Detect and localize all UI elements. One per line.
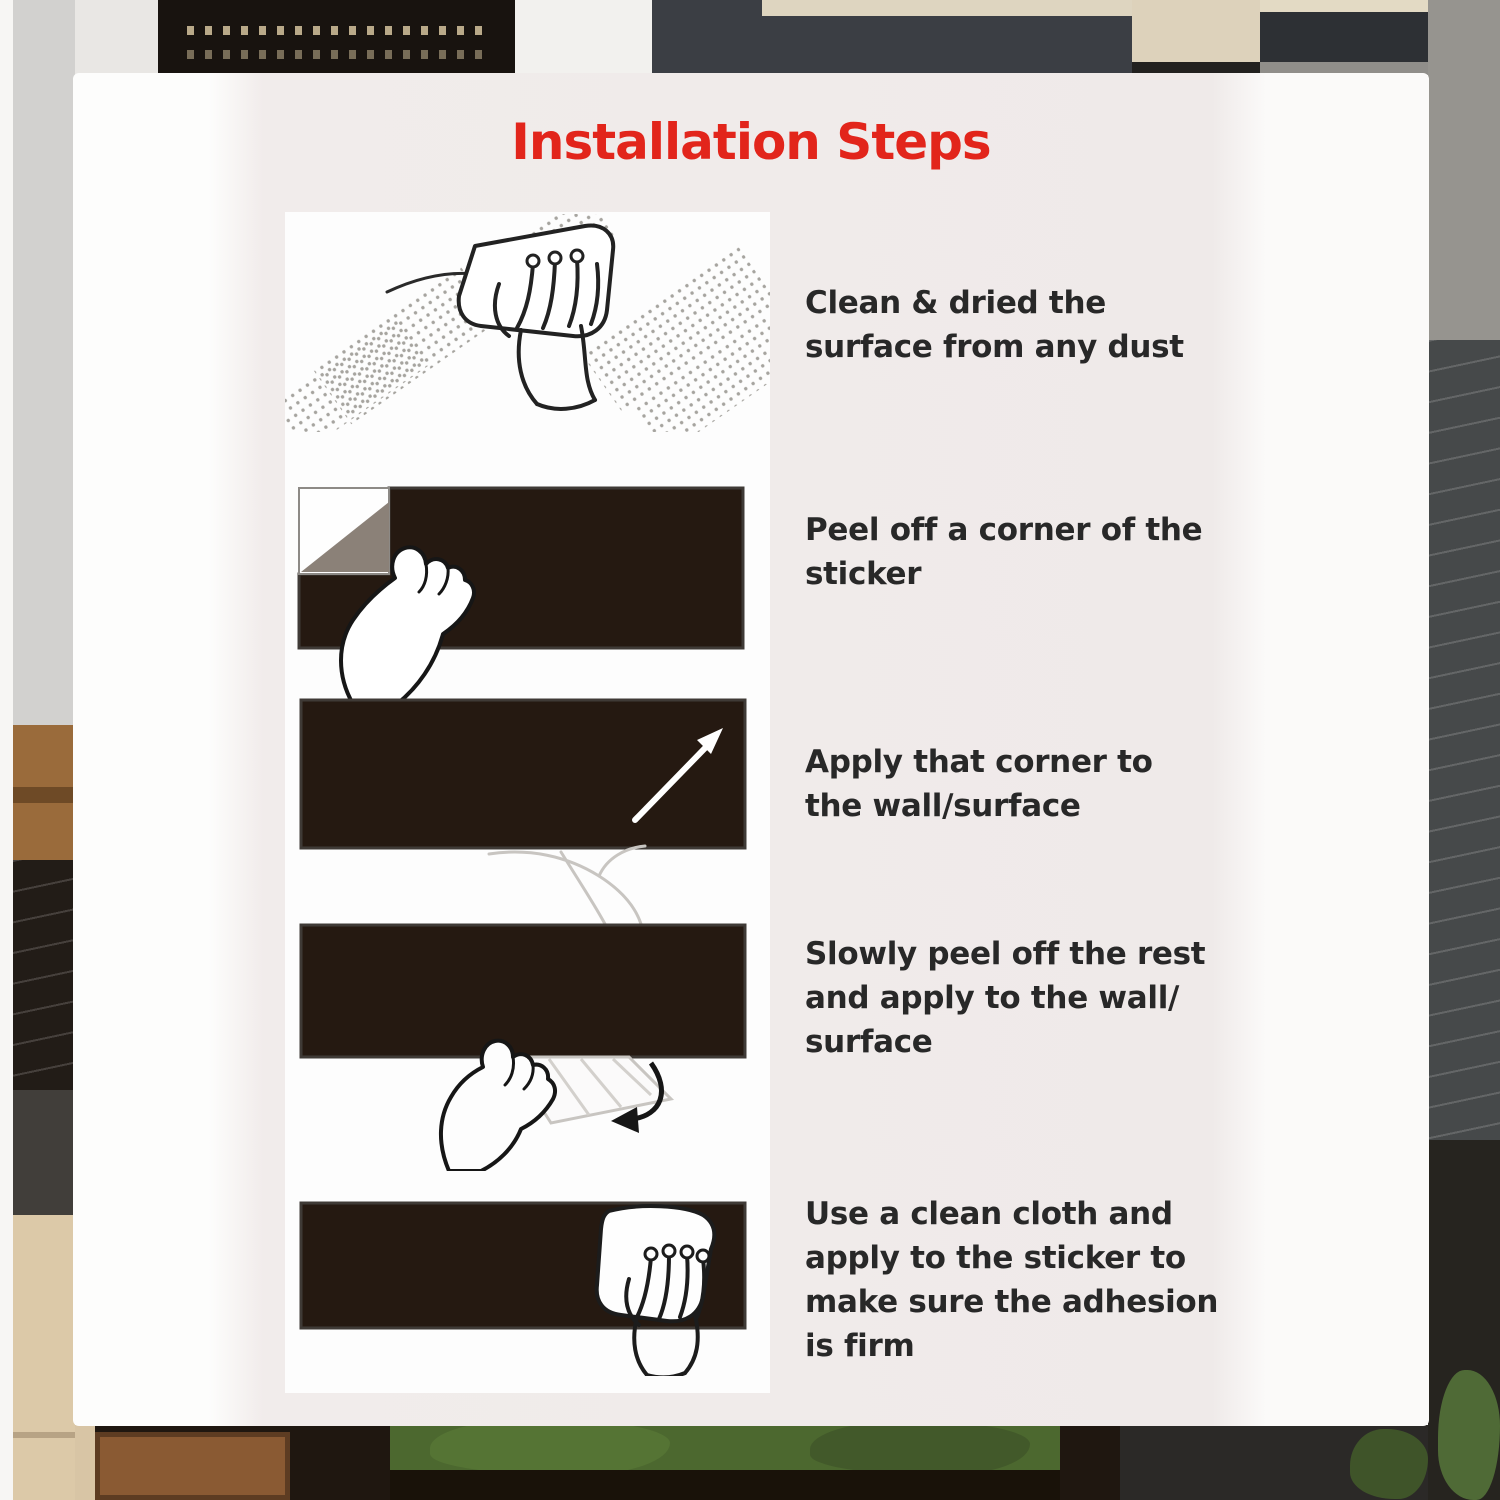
plant-decor <box>1350 1429 1428 1499</box>
chalk-equations-decor <box>1428 340 1500 1140</box>
step-4-line: and apply to the wall/ <box>805 980 1180 1016</box>
photo-bottom-right <box>1120 1425 1428 1500</box>
step-5-line: apply to the sticker to <box>805 1240 1186 1276</box>
photo-bottom-cabinet-edge <box>75 1425 95 1500</box>
peel-rest-icon <box>299 923 747 1171</box>
cabinet-seam-decor <box>13 1432 75 1438</box>
step-5-line: is firm <box>805 1328 915 1364</box>
photo-framed-picture <box>95 1432 290 1500</box>
photo-top-chalkboard <box>158 0 515 75</box>
chalk-writing-decor <box>187 50 487 59</box>
peel-corner-icon <box>297 486 745 704</box>
photo-left-bench <box>13 1090 75 1215</box>
photo-right-dark <box>1428 1140 1500 1500</box>
photo-left-wall <box>13 0 75 725</box>
photo-left-white-edge <box>0 0 13 1500</box>
step-4-text <box>805 932 1325 1064</box>
step-4-line: surface <box>805 1024 933 1060</box>
step-5-line: Use a clean cloth and <box>805 1196 1173 1232</box>
step-5-text <box>805 1192 1325 1368</box>
illustration-column <box>285 212 770 1393</box>
page-title: Installation Steps <box>511 113 991 171</box>
step-2-line: Peel off a corner of the <box>805 512 1203 548</box>
photo-left-wood-shelf <box>13 725 75 860</box>
plant-decor <box>810 1421 1030 1475</box>
apply-corner-icon <box>299 698 747 930</box>
photo-right-concrete <box>1428 0 1500 340</box>
photo-cabinet-top <box>762 0 1132 16</box>
photo-left-cabinet <box>13 1215 75 1500</box>
instruction-panel <box>73 73 1429 1426</box>
photo-left-chalkboard <box>13 860 75 1090</box>
wood-grain-decor <box>13 787 75 803</box>
step-5-line: make sure the adhesion <box>805 1284 1219 1320</box>
photo-cabinet-top-right <box>1260 0 1437 12</box>
plant-decor <box>430 1419 670 1475</box>
photo-top-wall <box>75 0 158 75</box>
step-3-line: the wall/surface <box>805 788 1081 824</box>
photo-white-pillar <box>515 0 652 75</box>
step-4-line: Slowly peel off the rest <box>805 936 1206 972</box>
wipe-surface-icon <box>285 214 770 432</box>
photo-plants <box>390 1425 1060 1475</box>
step-3-text <box>805 740 1325 828</box>
step-2-line: sticker <box>805 556 922 592</box>
step-3-line: Apply that corner to <box>805 744 1153 780</box>
step-1-line: surface from any dust <box>805 329 1184 365</box>
plant-decor <box>1438 1370 1500 1500</box>
photo-planter <box>390 1470 1060 1500</box>
photo-dark-counter <box>1260 12 1437 62</box>
step-1-text <box>805 281 1325 369</box>
step-1-line: Clean & dried the <box>805 285 1106 321</box>
step-2-text <box>805 508 1325 596</box>
photo-right-chalkboard <box>1428 340 1500 1140</box>
photo-range-hood <box>652 0 1132 75</box>
chalk-writing-decor <box>187 26 487 35</box>
photo-cabinet <box>1132 0 1260 75</box>
press-cloth-icon <box>299 1201 747 1376</box>
chalk-doodle-decor <box>13 860 75 1090</box>
